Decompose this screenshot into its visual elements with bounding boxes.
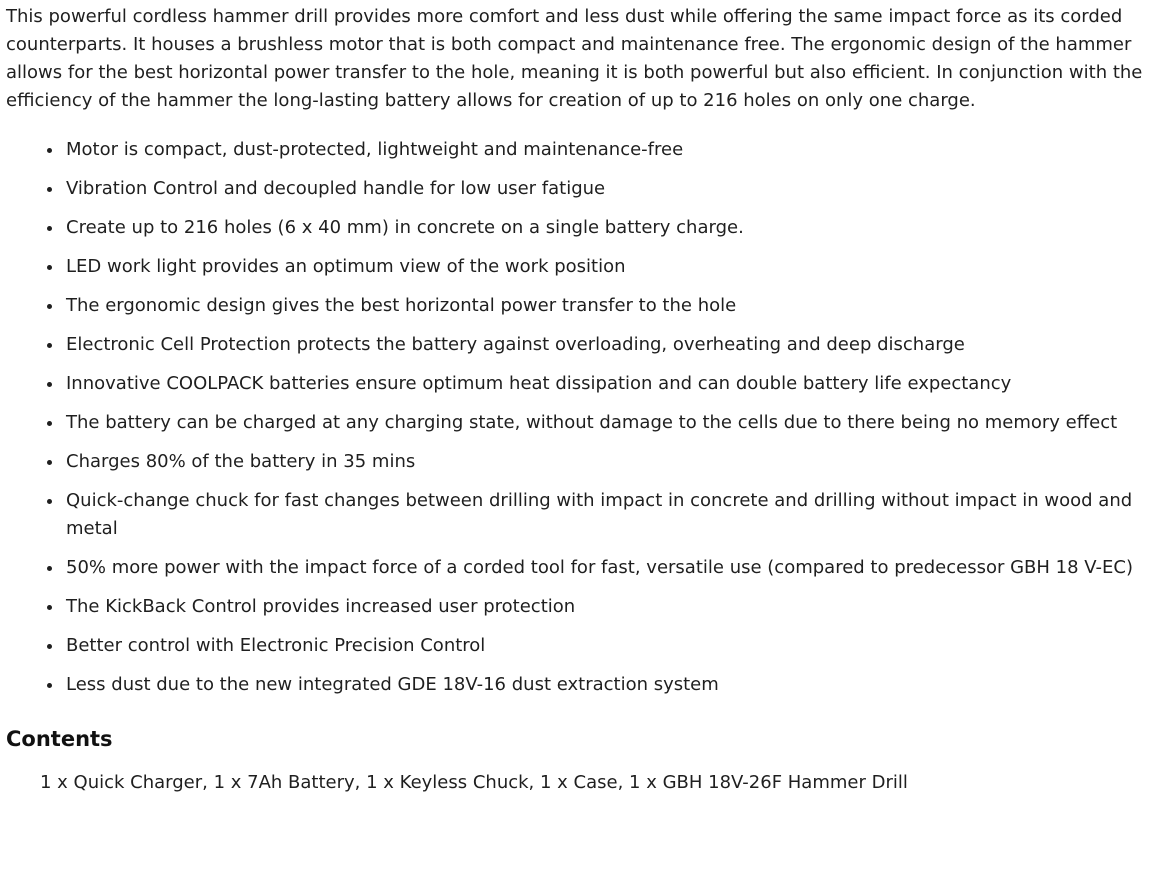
feature-item: • Motor is compact, dust-protected, lightweight and maintenance-free: [64, 136, 1152, 164]
feature-item: • Vibration Control and decoupled handle for low user fatigue: [64, 175, 1152, 203]
feature-item: • Quick-change chuck for fast changes between drilling with impact in concrete and drilling without impact in wood and metal: [64, 487, 1152, 543]
feature-item: • Less dust due to the new integrated GDE 18V-16 dust extraction system: [64, 671, 1152, 699]
contents-heading: Contents: [6, 727, 113, 751]
feature-item: • The battery can be charged at any charging state, without damage to the cells due to there being no memory effect: [64, 409, 1152, 437]
description-paragraph: This powerful cordless hammer drill provides more comfort and less dust while offering the same impact force as its corded counterparts. It houses a brushless motor that is both compact and maintenance free. The ergonomic design of the hammer allows for the best horizontal power transfer to the hole, meaning it is both powerful but also efficient. In conjunction with the efficiency of the hammer the long-lasting battery allows for creation of up to 216 holes on only one charge.: [6, 6, 1143, 111]
feature-item: • Charges 80% of the battery in 35 mins: [64, 448, 1152, 476]
feature-item: • Innovative COOLPACK batteries ensure optimum heat dissipation and can double battery life expectancy: [64, 370, 1152, 398]
feature-item: • 50% more power with the impact force of a corded tool for fast, versatile use (compared to predecessor GBH 18 V-EC): [64, 554, 1152, 582]
feature-item: • Better control with Electronic Precision Control: [64, 632, 1152, 660]
contents-items-line: 1 x Quick Charger, 1 x 7Ah Battery, 1 x Keyless Chuck, 1 x Case, 1 x GBH 18V-26F Hammer Drill: [40, 772, 908, 793]
feature-item: • The ergonomic design gives the best horizontal power transfer to the hole: [64, 292, 1152, 320]
feature-list: [6, 136, 1152, 699]
feature-item: • Create up to 216 holes (6 x 40 mm) in concrete on a single battery charge.: [64, 214, 1152, 242]
feature-item: • The KickBack Control provides increased user protection: [64, 593, 1152, 621]
feature-item: • Electronic Cell Protection protects the battery against overloading, overheating and deep discharge: [64, 331, 1152, 359]
feature-item: • LED work light provides an optimum view of the work position: [64, 253, 1152, 281]
